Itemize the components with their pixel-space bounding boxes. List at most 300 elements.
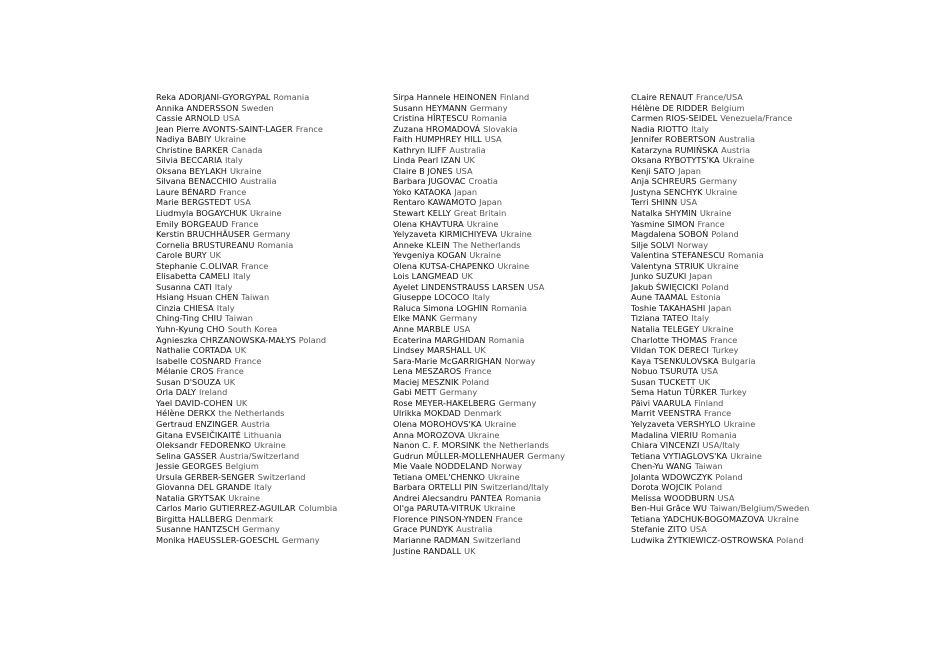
- participant-name: Ulrikka MOKDAD: [393, 408, 461, 419]
- participant-name: Yasmine SIMON: [631, 218, 695, 229]
- participant-country: France: [231, 218, 259, 229]
- participant-entry: [156, 324, 381, 335]
- participant-entry: [631, 229, 831, 240]
- participant-name: Kerstin BRUCHHÄUSER: [156, 229, 250, 240]
- participant-entry: [631, 187, 831, 198]
- participant-entry: [393, 451, 618, 462]
- participant-name: Stefanie ZITO: [631, 524, 687, 535]
- participant-entry: [393, 535, 618, 546]
- participant-country: the Netherlands: [482, 440, 549, 451]
- participant-entry: [393, 377, 618, 388]
- participant-country: Finland: [694, 397, 724, 408]
- participant-country: Ukraine: [228, 492, 260, 503]
- participant-name: Agnieszka CHRZANOWSKA-MAŁYS: [156, 334, 296, 345]
- participant-country: Denmark: [235, 513, 273, 524]
- participant-name: Vildan TOK DERECI: [631, 345, 709, 356]
- participant-country: Italy: [254, 482, 272, 493]
- participant-country: USA: [455, 165, 473, 176]
- participant-name: Olena KUTSA-CHAPENKO: [393, 260, 495, 271]
- participant-country: The Netherlands: [452, 239, 521, 250]
- participant-entry: [156, 503, 381, 514]
- participant-entry: [156, 387, 381, 398]
- participant-entry: [631, 124, 831, 135]
- participant-entry: [631, 377, 831, 388]
- participant-country: Germany: [439, 387, 478, 398]
- participant-entry: [631, 134, 831, 145]
- participant-name: Isabelle COSNARD: [156, 355, 232, 366]
- participant-country: Japan: [479, 197, 502, 208]
- participant-name: Valentyna STRIUK: [631, 260, 705, 271]
- participant-country: Ukraine: [699, 208, 732, 219]
- participant-country: Romania: [700, 429, 737, 440]
- participant-country: Belgium: [711, 102, 745, 113]
- participant-entry: [631, 92, 831, 103]
- participant-name: Orla DALY: [156, 387, 196, 398]
- participant-country: Croatia: [468, 176, 498, 187]
- participant-name: Olena MOROHOVS'KA: [393, 418, 482, 429]
- participant-entry: [631, 292, 831, 303]
- participant-entry: [631, 472, 831, 483]
- participant-entry: [156, 282, 381, 293]
- participant-entry: [393, 356, 618, 367]
- participant-name: Stewart KELLY: [393, 208, 451, 219]
- participant-entry: [631, 219, 831, 230]
- participant-name: Yelyzaveta KIRMICHIYEVA: [393, 229, 498, 240]
- participant-entry: [631, 493, 831, 504]
- participant-entry: [156, 219, 381, 230]
- participant-name: Jolanta WDOWCZYK: [631, 471, 713, 482]
- participant-name: Magdalena SOBOŃ: [631, 229, 709, 240]
- participant-entry: [631, 345, 831, 356]
- participant-name: Yevgeniya KOGAN: [393, 250, 467, 261]
- participant-name: Toshie TAKAHASHI: [631, 302, 706, 313]
- participant-entry: [393, 103, 618, 114]
- participant-name: Chiara VINCENZI: [631, 440, 700, 451]
- participant-entry: [631, 197, 831, 208]
- participant-name: Anja SCHREURS: [631, 176, 697, 187]
- participant-name: Reka ADORJANI-GYORGYPAL: [156, 92, 271, 102]
- participant-country: Bulgaria: [721, 355, 756, 366]
- participant-entry: [393, 324, 618, 335]
- participant-entry: [393, 155, 618, 166]
- participant-country: USA: [527, 281, 545, 292]
- participant-country: Ukraine: [723, 418, 756, 429]
- participant-country: France: [241, 260, 269, 271]
- participant-entry: [156, 197, 381, 208]
- participant-entry: [156, 145, 381, 156]
- participant-country: Romania: [727, 250, 764, 261]
- participant-name: Marianne RADMAN: [393, 534, 470, 545]
- participant-name: Oksana RYBOTYTS'KA: [631, 155, 720, 166]
- participant-country: Austria/Switzerland: [219, 450, 300, 461]
- participant-country: Ukraine: [484, 418, 517, 429]
- participant-country: Ukraine: [730, 450, 762, 461]
- participant-entry: [156, 229, 381, 240]
- participant-entry: [156, 250, 381, 261]
- participant-name: Claire B JONES: [393, 165, 453, 176]
- participant-entry: [156, 482, 381, 493]
- participant-name: Rose MEYER-HAKELBERG: [393, 397, 496, 408]
- participant-entry: [631, 482, 831, 493]
- participant-name: Ben-Hui Grâce WU: [631, 503, 707, 514]
- participant-name: Jakub ŚWIĘCICKI: [631, 281, 699, 292]
- participant-entry: [393, 398, 618, 409]
- participant-country: Australia: [456, 524, 493, 535]
- participant-country: UK: [209, 250, 221, 261]
- participant-country: France: [495, 513, 523, 524]
- participant-entry: [393, 387, 618, 398]
- participant-entry: [156, 335, 381, 346]
- participant-country: Germany: [699, 176, 738, 187]
- participant-country: Estonia: [690, 292, 721, 303]
- participant-country: Germany: [527, 450, 565, 461]
- participant-entry: [631, 261, 831, 272]
- participant-name: Nanon C. F. MORSINK: [393, 440, 480, 451]
- participant-entry: [631, 176, 831, 187]
- participant-country: South Korea: [227, 324, 278, 335]
- participant-entry: [393, 345, 618, 356]
- participant-name: Grace PUNDYK: [393, 524, 454, 535]
- participant-entry: [393, 292, 618, 303]
- participant-entry: [393, 92, 618, 103]
- participant-name: Hélène DERKX: [156, 408, 216, 419]
- participant-entry: [156, 440, 381, 451]
- participant-name: Monika HAEUSSLER-GOESCHL: [156, 534, 280, 545]
- participant-country: Italy: [691, 313, 710, 324]
- participant-entry: [393, 282, 618, 293]
- participant-entry: [393, 482, 618, 493]
- participant-entry: [631, 430, 831, 441]
- participant-name: Elke MANK: [393, 313, 437, 324]
- participant-country: Italy: [214, 281, 233, 292]
- participant-entry: [631, 366, 831, 377]
- participant-entry: [156, 535, 381, 546]
- participant-country: Romania: [505, 492, 542, 503]
- participant-name: Justine RANDALL: [393, 545, 462, 556]
- participant-country: Romania: [488, 334, 525, 345]
- participant-name: Barbara JUGOVAC: [393, 176, 466, 187]
- participant-name: Birgitta HALLBERG: [156, 513, 233, 524]
- participant-country: Ukraine: [214, 134, 246, 145]
- participant-country: Germany: [252, 229, 291, 240]
- participant-name: Ayelet LINDENSTRAUSS LARSEN: [393, 281, 525, 292]
- participant-entry: [156, 472, 381, 483]
- participant-name: Ursula GERBER-SENGER: [156, 471, 255, 482]
- participant-name: Gertraud ENZINGER: [156, 418, 238, 429]
- participant-entry: [631, 335, 831, 346]
- participant-entry: [156, 303, 381, 314]
- participant-country: UK: [474, 345, 486, 356]
- participant-entry: [393, 503, 618, 514]
- participant-name: Mélanie CROS: [156, 366, 214, 377]
- participant-country: Switzerland: [257, 471, 306, 482]
- participant-country: Germany: [242, 524, 280, 535]
- participant-name: Giuseppe LOCOCO: [393, 292, 470, 303]
- participant-entry: [393, 176, 618, 187]
- participant-country: Japan: [708, 302, 732, 313]
- participant-name: Barbara ORTELLI PIN: [393, 482, 478, 493]
- participant-name: Cinzia CHIESA: [156, 302, 214, 313]
- participant-country: Germany: [469, 102, 508, 113]
- participant-name: Ching-Ting CHIU: [156, 313, 223, 324]
- participant-name: Anne MARBLE: [393, 324, 451, 335]
- participants-column-2: [393, 92, 618, 556]
- participant-entry: [393, 514, 618, 525]
- participant-entry: [631, 524, 831, 535]
- participant-entry: [393, 145, 618, 156]
- participant-name: Sema Hatun TÜRKER: [631, 387, 718, 398]
- participant-name: Natalia TELEGEY: [631, 324, 699, 335]
- participant-country: UK: [234, 345, 247, 356]
- participant-name: Gudrun MÜLLER-MOLLENHAUER: [393, 450, 525, 461]
- participant-country: France: [464, 366, 492, 377]
- participant-name: Florence PINSON-YNDEN: [393, 513, 493, 524]
- participant-name: Yuhn-Kyung CHO: [156, 324, 225, 335]
- participant-country: Ukraine: [466, 218, 499, 229]
- participant-entry: [156, 514, 381, 525]
- participant-entry: [631, 535, 831, 546]
- participant-country: Romania: [491, 302, 527, 313]
- participant-country: UK: [464, 545, 476, 556]
- participant-entry: [631, 356, 831, 367]
- participant-country: Norway: [504, 355, 536, 366]
- participant-name: Andrei Alecsandru PANTEA: [393, 492, 503, 503]
- participant-name: Ol'ga PARUTA-VITRUK: [393, 503, 481, 514]
- participant-entry: [393, 430, 618, 441]
- participant-country: France: [234, 355, 262, 366]
- participant-entry: [156, 261, 381, 272]
- participant-name: Marie BERGSTEDT: [156, 197, 231, 208]
- participant-name: Nathalie CORTADA: [156, 345, 232, 356]
- participant-country: Japan: [678, 165, 701, 176]
- participant-country: Germany: [282, 534, 320, 545]
- participant-entry: [156, 176, 381, 187]
- participant-country: Turkey: [711, 345, 739, 356]
- participant-entry: [631, 303, 831, 314]
- participant-name: Zuzana HROMADOVÁ: [393, 123, 481, 134]
- participant-country: Great Britain: [453, 208, 507, 219]
- participant-name: Carlos Mario GUTIERREZ-AGUILAR: [156, 503, 296, 514]
- participant-name: Liudmyla BOGAYCHUK: [156, 208, 247, 219]
- participant-country: France/USA: [695, 92, 743, 102]
- participant-country: Italy: [472, 292, 490, 303]
- participant-country: Taiwan: [694, 461, 723, 472]
- participant-name: Kaya TSENKULOVSKA: [631, 355, 719, 366]
- participant-entry: [156, 113, 381, 124]
- participant-entry: [393, 408, 618, 419]
- participant-name: Sirpa Hannele HEINONEN: [393, 92, 497, 102]
- participant-entry: [393, 250, 618, 261]
- participant-entry: [631, 398, 831, 409]
- participant-country: Finland: [499, 92, 530, 102]
- participant-entry: [156, 461, 381, 472]
- participant-country: Italy: [691, 123, 709, 134]
- participant-name: Silvia BECCARIA: [156, 155, 223, 166]
- participant-entry: [631, 461, 831, 472]
- participant-country: USA: [717, 492, 735, 503]
- participant-name: Jessie GEORGES: [156, 461, 223, 472]
- participant-entry: [631, 419, 831, 430]
- participant-entry: [156, 271, 381, 282]
- participant-entry: [156, 155, 381, 166]
- participant-country: USA: [484, 134, 502, 145]
- participant-name: Faith HUMPHREY HILL: [393, 134, 482, 145]
- participant-name: Lois LANGMEAD: [393, 271, 459, 282]
- participant-name: Silvana BENACCHIO: [156, 176, 238, 187]
- participant-country: Italy: [232, 271, 251, 282]
- participant-name: Yelyzaveta VERSHYLO: [631, 418, 721, 429]
- participant-entry: [393, 461, 618, 472]
- participant-country: USA: [700, 366, 718, 377]
- participant-name: Cristina HÎRȚESCU: [393, 113, 469, 124]
- participant-name: Lindsey MARSHALL: [393, 345, 472, 356]
- participant-entry: [393, 240, 618, 251]
- participant-country: Ukraine: [229, 165, 262, 176]
- participant-country: Romania: [273, 92, 310, 102]
- participant-name: Natalka SHYMIN: [631, 208, 697, 219]
- participant-entry: [631, 387, 831, 398]
- participant-entry: [631, 271, 831, 282]
- participant-country: Ukraine: [249, 208, 282, 219]
- participant-country: Ukraine: [705, 186, 738, 197]
- participant-entry: [631, 514, 831, 525]
- participant-country: Germany: [439, 313, 478, 324]
- participant-country: USA: [222, 113, 240, 124]
- participant-country: Taiwan/Belgium/Sweden: [709, 503, 810, 514]
- participant-entry: [393, 134, 618, 145]
- participant-name: Natalia GRYTSAK: [156, 492, 226, 503]
- participant-name: Susan D'SOUZA: [156, 376, 221, 387]
- participant-name: Yael DAVID-COHEN: [156, 397, 233, 408]
- participant-country: Columbia: [298, 503, 338, 514]
- participant-name: Anneke KLEIN: [393, 239, 450, 250]
- participant-entry: [393, 197, 618, 208]
- participant-name: Cassie ARNOLD: [156, 113, 220, 124]
- participant-entry: [631, 103, 831, 114]
- participant-country: Denmark: [463, 408, 502, 419]
- participant-country: the Netherlands: [218, 408, 285, 419]
- participant-name: Susanna CATI: [156, 281, 212, 292]
- participant-name: Tetiana OMEL'CHENKO: [393, 471, 485, 482]
- participant-name: Christine BARKER: [156, 144, 229, 155]
- participant-entry: [631, 313, 831, 324]
- participant-entry: [393, 124, 618, 135]
- participant-country: Poland: [461, 376, 490, 387]
- participant-country: Taiwan: [241, 292, 270, 303]
- participant-country: Poland: [776, 534, 804, 545]
- participant-country: France: [216, 366, 244, 377]
- participant-entry: [393, 313, 618, 324]
- participant-country: USA: [680, 197, 698, 208]
- participant-name: Päivi VAARULA: [631, 397, 692, 408]
- participant-entry: [393, 271, 618, 282]
- participant-name: Tiziana TATEO: [631, 313, 689, 324]
- participant-country: USA: [689, 524, 707, 535]
- participant-name: Mie Vaale NODDELAND: [393, 461, 489, 472]
- participant-name: Hélène DE RIDDER: [631, 102, 708, 113]
- participant-name: Aune TAAMAL: [631, 292, 688, 303]
- participant-name: Jennifer ROBERTSON: [631, 134, 716, 145]
- participant-country: Ukraine: [767, 513, 799, 524]
- participant-name: Charlotte THOMAS: [631, 334, 708, 345]
- participant-country: Poland: [711, 229, 739, 240]
- participant-country: Poland: [694, 482, 723, 493]
- participant-entry: [631, 240, 831, 251]
- participant-country: Ukraine: [722, 155, 755, 166]
- participant-country: Australia: [718, 134, 755, 145]
- participant-entry: [393, 524, 618, 535]
- participant-country: Japan: [689, 271, 713, 282]
- participant-name: Linda Pearl IZAN: [393, 155, 461, 166]
- participant-country: Ukraine: [469, 250, 502, 261]
- participant-country: USA/Italy: [702, 440, 740, 451]
- participant-name: Laure BÉNARD: [156, 186, 217, 197]
- participant-country: UK: [461, 271, 473, 282]
- participant-entry: [631, 113, 831, 124]
- participant-name: Dorota WOJCIK: [631, 482, 692, 493]
- participant-name: Nadiya BABIY: [156, 134, 212, 145]
- participant-name: Emily BORGEAUD: [156, 218, 229, 229]
- participant-entry: [393, 166, 618, 177]
- participant-name: Oksana BEYLAKH: [156, 165, 227, 176]
- participant-name: Hsiang Hsuan CHEN: [156, 292, 239, 303]
- participant-entry: [393, 229, 618, 240]
- participant-country: Taiwan: [225, 313, 253, 324]
- participant-country: Austria: [240, 418, 270, 429]
- participant-country: Ukraine: [701, 324, 734, 335]
- participant-country: Romania: [471, 113, 508, 124]
- participant-entry: [156, 377, 381, 388]
- participant-entry: [393, 440, 618, 451]
- participant-country: France: [295, 123, 323, 134]
- participant-country: UK: [223, 376, 236, 387]
- participant-name: Carmen RIOS-SEIDEL: [631, 113, 718, 124]
- participant-entry: [156, 345, 381, 356]
- participant-entry: [156, 451, 381, 462]
- participant-country: Poland: [701, 281, 729, 292]
- participant-name: Silje SOLVI: [631, 239, 674, 250]
- participant-entry: [631, 440, 831, 451]
- participant-country: Japan: [454, 186, 478, 197]
- participant-name: Gitana EVSEIČIKAITĖ: [156, 429, 241, 440]
- participant-entry: [156, 208, 381, 219]
- participant-entry: [156, 103, 381, 114]
- participant-name: Gabi METT: [393, 387, 437, 398]
- participant-entry: [631, 166, 831, 177]
- participant-name: Anna MOROZOVA: [393, 429, 465, 440]
- participant-name: Terri SHINN: [631, 197, 678, 208]
- participant-country: Ireland: [198, 387, 228, 398]
- participant-country: USA: [453, 324, 471, 335]
- participant-name: Junko SUZUKI: [631, 271, 687, 282]
- participant-entry: [156, 366, 381, 377]
- participant-entry: [631, 282, 831, 293]
- participant-name: Rentaro KAWAMOTO: [393, 197, 477, 208]
- participant-name: Tetiana YADCHUK-BOGOMAZOVA: [631, 513, 765, 524]
- participant-country: France: [710, 334, 738, 345]
- participant-name: Valentina STEFANESCU: [631, 250, 725, 261]
- participant-name: Nadia RIOTTO: [631, 123, 689, 134]
- participant-entry: [156, 187, 381, 198]
- participant-country: USA: [233, 197, 251, 208]
- participant-country: Poland: [298, 334, 327, 345]
- participant-country: Poland: [715, 471, 743, 482]
- participant-country: Australia: [240, 176, 277, 187]
- participant-entry: [156, 356, 381, 367]
- participant-country: Ukraine: [488, 471, 520, 482]
- participant-name: CLaire RENAUT: [631, 92, 693, 102]
- participant-entry: [631, 250, 831, 261]
